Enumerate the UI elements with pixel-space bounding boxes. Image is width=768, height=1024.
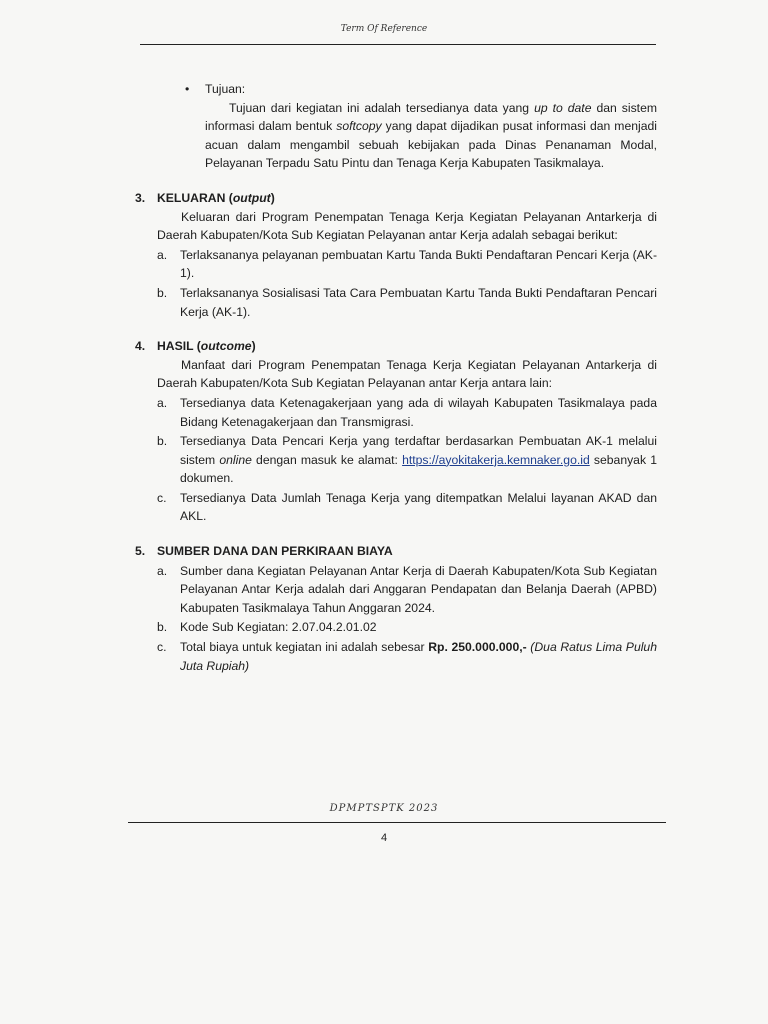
document-body (135, 80, 657, 675)
budget-amount: Rp. 250.000.000,- (428, 640, 527, 655)
list-marker: a. (157, 563, 168, 578)
list-marker: b. (157, 620, 168, 635)
section-3-title-a: KELUARAN ( (157, 190, 233, 205)
list-item-text-c: ) (245, 658, 250, 673)
list-item-text: Sumber dana Kegiatan Pelayanan Antar Kerja di Daerah Kabupaten/Kota Sub Kegiatan Pelayanan Antar Kerja adalah dari Anggaran Pendapatan dan Belanja Daerah (APBD) Kabupaten Tasikmalaya Tahun Anggaran 2024. (180, 563, 657, 615)
budget-amount-words: Dua Ratus Lima Puluh Juta Rupiah (180, 640, 657, 673)
section-5-item-b (135, 618, 657, 637)
tujuan-text-e: yang dapat dijadikan pusat informasi dan menjadi acuan dalam mengambil sebuah kebijakan pada Dinas Penanaman Modal, Pelayanan Terpadu Satu Pintu dan Tenaga Kerja Kabupaten Tasikmalaya. (205, 119, 657, 171)
list-item-text: Tersedianya Data Jumlah Tenaga Kerja yang ditempatkan Melalui layanan AKAD dan AKL. (180, 490, 657, 524)
page-number: 4 (380, 832, 388, 844)
section-3-number: 3. (135, 190, 146, 205)
section-4-title-c: ) (251, 339, 256, 354)
tujuan-label: Tujuan: (205, 82, 246, 96)
section-4-item-c (135, 489, 657, 526)
list-marker: c. (157, 490, 167, 505)
list-item-text: Terlaksananya Sosialisasi Tata Cara Pembuatan Kartu Tanda Bukti Pendaftaran Pencari Kerja (AK-1). (180, 285, 657, 319)
list-marker: a. (157, 247, 168, 262)
section-5-item-c (135, 638, 657, 675)
section-3-item-b (135, 284, 657, 321)
section-4-item-a (135, 394, 657, 431)
list-item-text: Terlaksananya pelayanan pembuatan Kartu Tanda Bukti Pendaftaran Pencari Kerja (AK-1). (180, 247, 657, 281)
section-3-heading (135, 189, 657, 208)
section-4-title-outcome: outcome (200, 339, 252, 354)
list-marker: a. (157, 395, 168, 410)
list-item-text-c: dengan masuk ke alamat: (251, 452, 403, 467)
tujuan-text-c: dan sistem informasi dalam bentuk (205, 100, 658, 134)
section-3-item-a (135, 246, 657, 283)
tujuan-text-up-to-date: up to date (534, 100, 592, 115)
section-3-intro: Keluaran dari Program Penempatan Tenaga Kerja Kegiatan Pelayanan Antarkerja di Daerah Kabupaten/Kota Sub Kegiatan Pelayanan antar Kerja adalah sebagai berikut: (157, 209, 657, 243)
list-item-text-d: sebanyak 1 dokumen. (180, 452, 657, 486)
tujuan-text-a: Tujuan dari kegiatan ini adalah tersedianya data yang (229, 100, 535, 115)
list-item-text-a: Total biaya untuk kegiatan ini adalah sebesar (180, 640, 429, 655)
header-rule (140, 44, 656, 45)
section-4-item-b (135, 432, 657, 488)
section-4-number: 4. (135, 339, 146, 354)
section-5-title: SUMBER DANA DAN PERKIRAAN BIAYA (157, 544, 393, 559)
footer-code: DPMPTSPTK 2023 (329, 803, 439, 814)
section-5-heading (135, 542, 657, 561)
section-3-title-output: output (232, 190, 271, 205)
tujuan-text-softcopy: softcopy (336, 119, 382, 134)
section-5-number: 5. (135, 544, 146, 559)
footer-rule (128, 822, 666, 823)
section-4-heading (135, 337, 657, 356)
section-3-title-c: ) (270, 190, 275, 205)
tujuan-paragraph (205, 99, 657, 173)
list-item-text-b: ( (526, 640, 535, 655)
list-item-text-online: online (219, 452, 252, 467)
section-4-title-a: HASIL ( (157, 339, 201, 354)
running-header-title: Term Of Reference (340, 24, 428, 34)
list-marker: b. (157, 434, 168, 449)
list-item-text: Kode Sub Kegiatan: 2.07.04.2.01.02 (180, 620, 377, 635)
bullet-dot: • (185, 82, 190, 96)
list-marker: b. (157, 285, 168, 300)
section-4-intro: Manfaat dari Program Penempatan Tenaga Kerja Kegiatan Pelayanan Antarkerja di Daerah Kabupaten/Kota Sub Kegiatan Pelayanan antar Kerja antara lain: (157, 357, 657, 391)
list-item-text: Tersedianya data Ketenagakerjaan yang ada di wilayah Kabupaten Tasikmalaya pada Bidang Ketenagakerjaan dan Transmigrasi. (180, 395, 657, 429)
tujuan-section (135, 80, 657, 173)
list-marker: c. (157, 640, 167, 655)
section-5-item-a (135, 562, 657, 618)
list-item-text-a: Tersedianya Data Pencari Kerja yang terdaftar berdasarkan Pembuatan AK-1 melalui sistem (180, 434, 657, 467)
ayokitakerja-link[interactable]: https://ayokitakerja.kemnaker.go.id (402, 452, 590, 467)
